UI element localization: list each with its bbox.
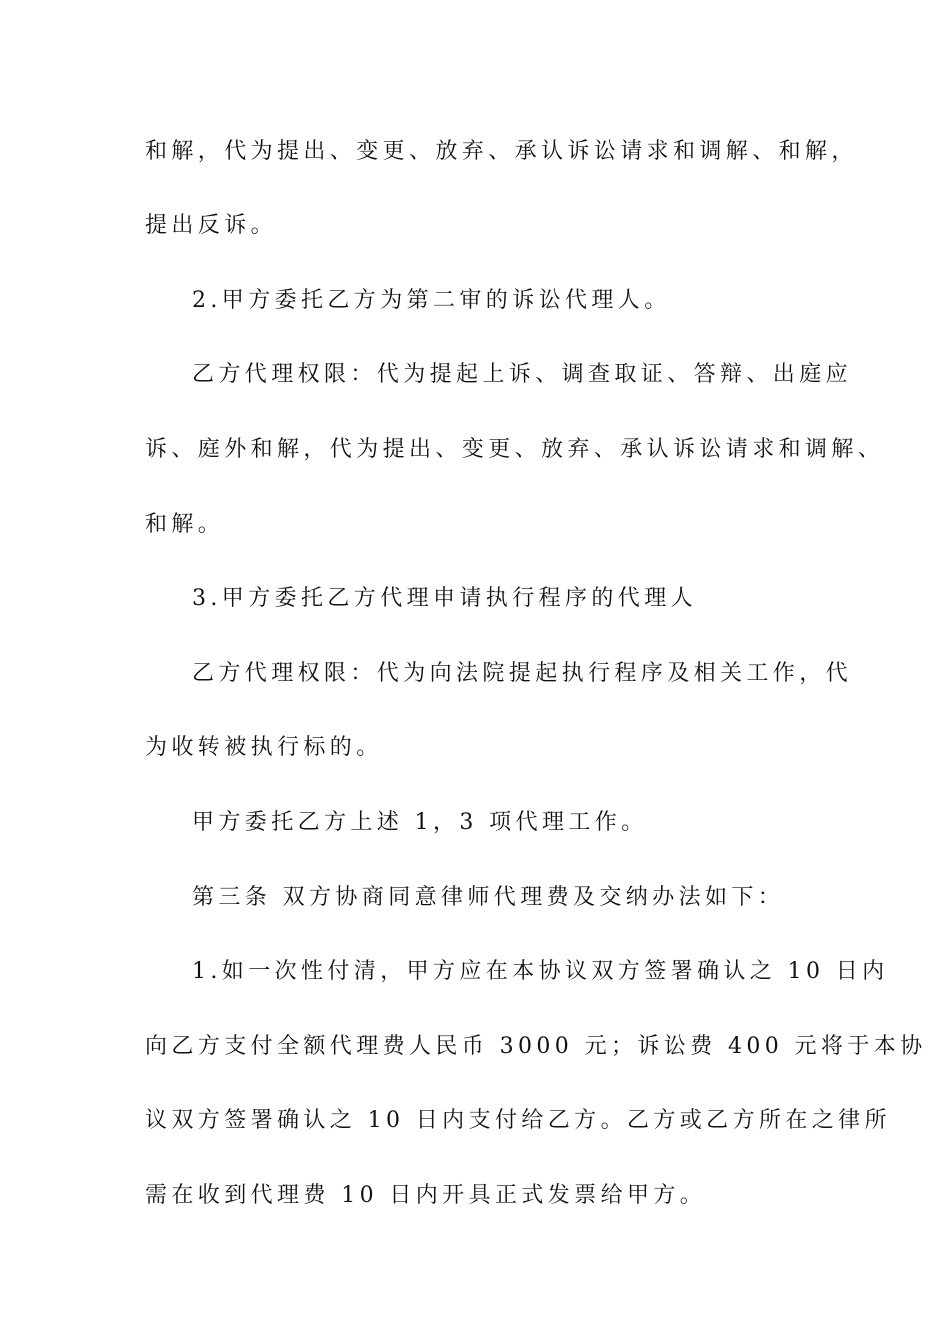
paragraph-line: 和解，代为提出、变更、放弃、承认诉讼请求和调解、和解， <box>145 139 858 164</box>
paragraph-line: 需在收到代理费 10 日内开具正式发票给甲方。 <box>145 1183 707 1208</box>
section-heading-line: 第三条 双方协商同意律师代理费及交纳办法如下： <box>192 885 785 910</box>
paragraph-line: 提出反诉。 <box>145 213 278 238</box>
paragraph-line: 甲方委托乙方上述 1，3 项代理工作。 <box>192 810 648 835</box>
paragraph-line: 诉、庭外和解，代为提出、变更、放弃、承认诉讼请求和调解、 <box>145 437 885 462</box>
paragraph-line: 为收转被执行标的。 <box>145 735 383 760</box>
paragraph-line: 乙方代理权限：代为提起上诉、调查取证、答辩、出庭应 <box>192 362 853 387</box>
paragraph-line: 2.甲方委托乙方为第二审的诉讼代理人。 <box>192 288 671 313</box>
paragraph-line: 和解。 <box>145 512 225 537</box>
paragraph-line: 向乙方支付全额代理费人民币 3000 元；诉讼费 400 元将于本协 <box>145 1034 927 1059</box>
paragraph-line: 1.如一次性付清，甲方应在本协议双方签署确认之 10 日内 <box>192 959 889 984</box>
paragraph-line: 乙方代理权限：代为向法院提起执行程序及相关工作，代 <box>192 661 853 686</box>
paragraph-line: 议双方签署确认之 10 日内支付给乙方。乙方或乙方所在之律所 <box>145 1108 891 1133</box>
paragraph-line: 3.甲方委托乙方代理申请执行程序的代理人 <box>192 586 697 611</box>
